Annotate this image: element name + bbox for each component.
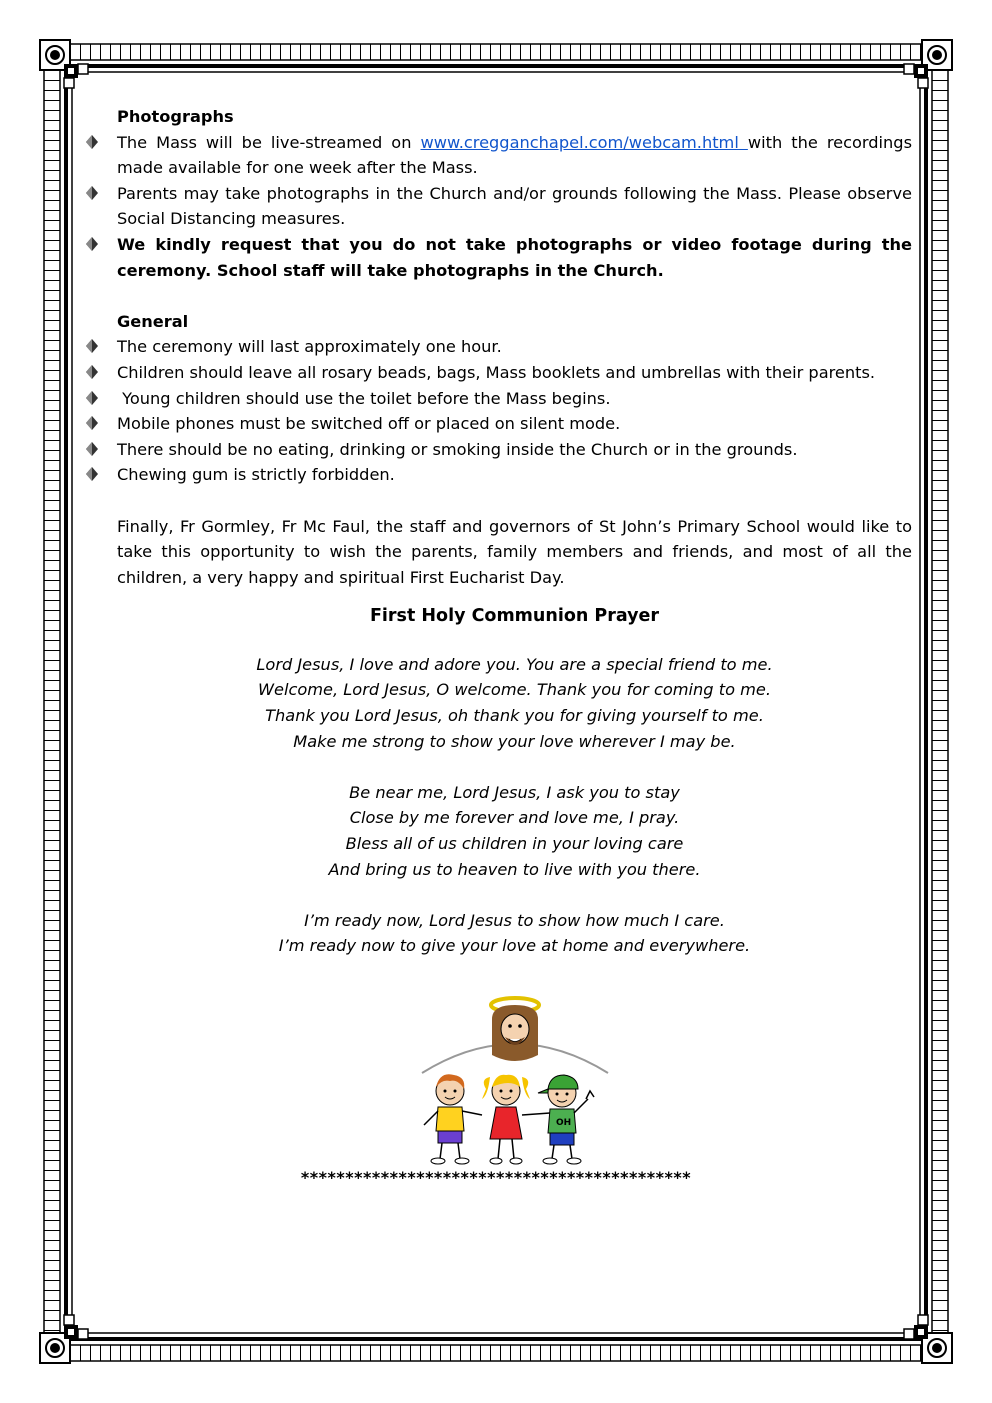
livestream-text: The Mass will be live-streamed on [117,132,421,152]
bullet-icon [86,186,98,200]
parents-photos-text: Parents may take photographs in the Church and/or grounds following the Mass. Please observe Social Distancing measures. [117,183,912,229]
verse-line: Thank you Lord Jesus, oh thank you for giving yourself to me. [265,706,764,726]
livestream-text-end: with the recordings made available for one week after the Mass. [117,132,912,178]
bullet-icon [86,442,98,456]
photographs-list [86,130,912,284]
general-item-text: Mobile phones must be switched off or placed on silent mode. [117,414,621,434]
separator-stars: ******************************************** [300,1168,692,1187]
list-item [86,181,912,232]
list-item [86,360,912,386]
general-heading: General [117,311,189,331]
no-photos-request: We kindly request that you do not take photographs or video footage during the ceremony. School staff will take photographs in the Church. [117,234,912,280]
bullet-icon [86,467,98,481]
bullet-icon [86,135,98,149]
verse-line: Welcome, Lord Jesus, O welcome. Thank you for coming to me. [258,680,771,700]
general-list [86,334,912,488]
jesus-children-illustration [412,995,618,1171]
prayer-title: First Holy Communion Prayer [369,606,660,627]
verse-line: Bless all of us children in your loving care [345,834,684,854]
list-item [86,334,912,360]
list-item [86,130,912,181]
list-item [86,386,912,412]
closing-paragraph: Finally, Fr Gormley, Fr Mc Faul, the staff and governors of St John’s Primary School would like to take this opportunity to wish the parents, family members and friends, and most of all the children, a very happy and spiritual First Eucharist Day. [117,516,912,587]
photographs-heading: Photographs [117,107,234,126]
general-item-text: Chewing gum is strictly forbidden. [117,465,395,485]
verse-line: I’m ready now to give your love at home and everywhere. [278,936,751,956]
verse-line: Be near me, Lord Jesus, I ask you to stay [349,782,680,802]
verse-line: And bring us to heaven to live with you there. [328,859,701,879]
list-item [86,462,912,488]
general-item-text: The ceremony will last approximately one hour. [117,337,502,357]
list-item [86,411,912,437]
general-item-text: There should be no eating, drinking or smoking inside the Church or in the grounds. [117,439,798,459]
list-item [86,232,912,283]
list-item [86,437,912,463]
webcam-link[interactable]: www.cregganchapel.com/webcam.html [420,132,748,152]
verse-line: I’m ready now, Lord Jesus to show how much I care. [304,910,725,930]
verse-line: Close by me forever and love me, I pray. [349,808,680,828]
shirt-label: OH [556,1118,572,1128]
prayer-verse-3 [86,908,912,959]
bullet-icon [86,237,98,251]
bullet-icon [86,365,98,379]
general-item-text: Young children should use the toilet before the Mass begins. [117,388,611,408]
general-item-text: Children should leave all rosary beads, bags, Mass booklets and umbrellas with their parents. [117,362,876,382]
verse-line: Lord Jesus, I love and adore you. You are a special friend to me. [256,654,773,674]
prayer-verse-1 [86,652,912,754]
document-content [86,104,912,959]
bullet-icon [86,391,98,405]
prayer-verse-2 [86,780,912,882]
bullet-icon [86,416,98,430]
verse-line: Make me strong to show your love wherever I may be. [293,731,736,751]
bullet-icon [86,339,98,353]
